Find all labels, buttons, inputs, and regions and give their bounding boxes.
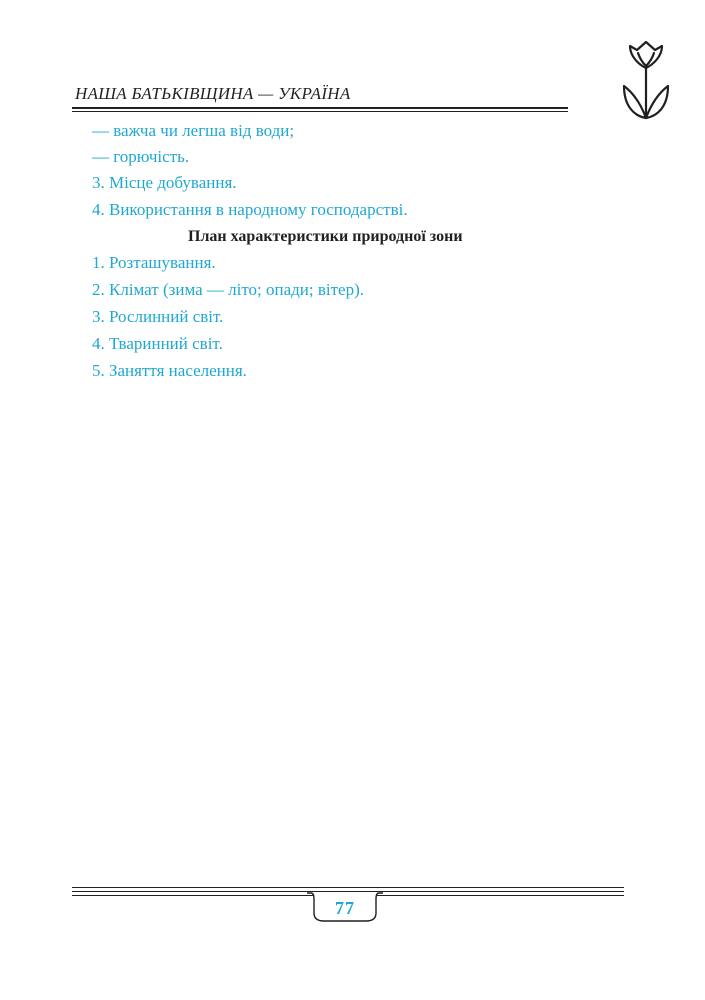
footer-rule-1 [72, 887, 624, 888]
tulip-icon [616, 40, 676, 122]
list-line-occupations: 5. Заняття населення. [92, 361, 247, 380]
list-line-density: — важча чи легша від води; [92, 121, 295, 140]
header-rule-thick [72, 107, 568, 109]
section-heading: План характеристики природної зони [188, 228, 463, 245]
list-line-climate: 2. Клімат (зима — літо; опади; вітер). [92, 280, 365, 299]
list-line-usage: 4. Використання в народному господарстві. [92, 200, 408, 219]
running-header-title: НАША БАТЬКІВЩИНА — УКРАЇНА [75, 84, 351, 103]
list-line-flora: 3. Рослинний світ. [92, 307, 224, 326]
list-line-flammability: — горючість. [92, 147, 190, 166]
header-rule-thin [72, 111, 568, 112]
list-line-extraction-place: 3. Місце добування. [92, 173, 237, 192]
page-number: 77 [335, 898, 355, 918]
list-line-fauna: 4. Тваринний світ. [92, 334, 223, 353]
list-line-location: 1. Розташування. [92, 253, 216, 272]
